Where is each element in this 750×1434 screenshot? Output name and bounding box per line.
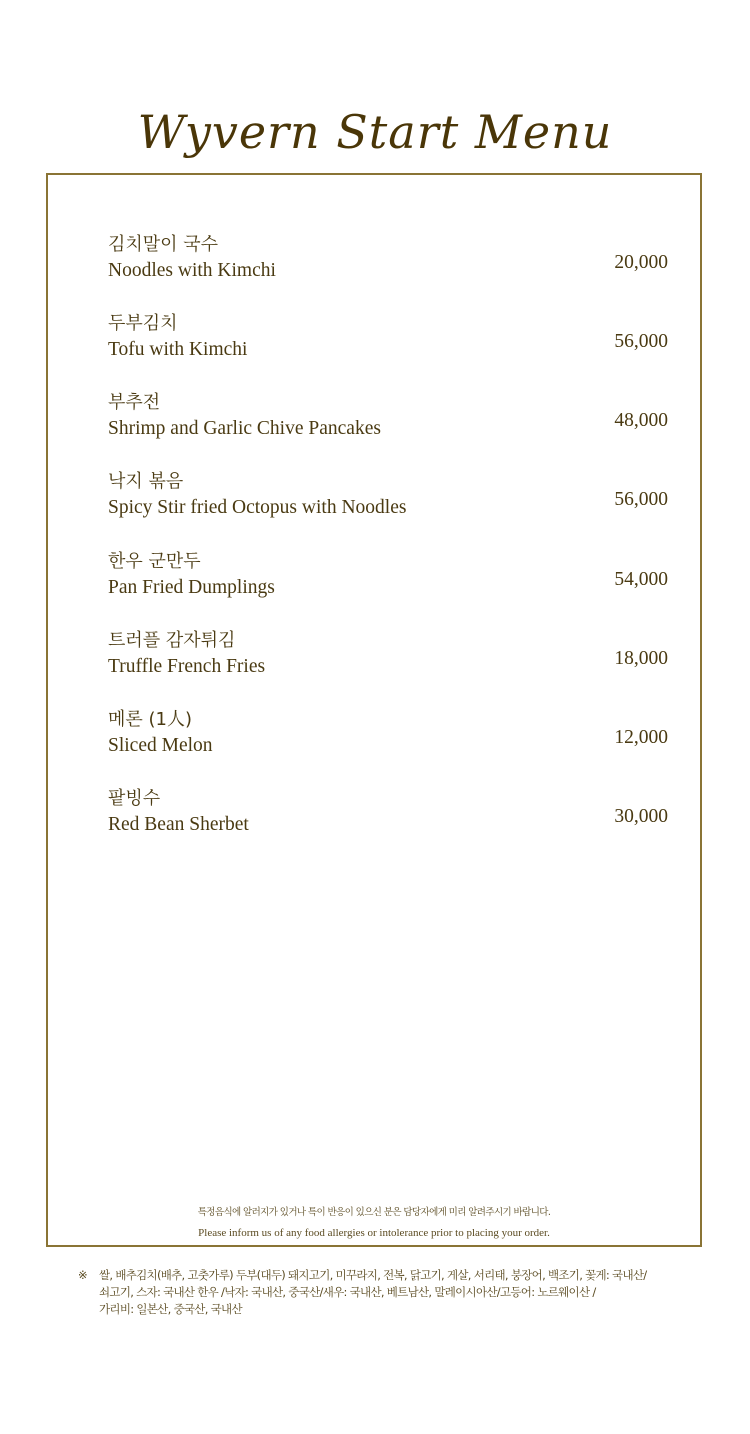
menu-frame [46,173,702,1247]
item-price: 30,000 [614,806,668,827]
item-price: 54,000 [614,569,668,590]
menu-item [108,470,668,530]
item-name-korean: 트러플 감자튀김 [108,630,236,651]
menu-item [108,233,668,293]
item-name-english: Spicy Stir fried Octopus with Noodles [108,497,407,518]
item-name-korean: 부추전 [108,392,161,413]
menu-item [108,312,668,372]
origin-line: 가리비: 일본산, 중국산, 국내산 [99,1302,242,1316]
item-name-korean: 팥빙수 [108,788,161,809]
item-price: 18,000 [614,648,668,669]
item-name-english: Truffle French Fries [108,656,266,677]
item-name-korean: 메론 (1人) [108,709,192,730]
allergy-notice-korean: 특정음식에 알러지가 있거나 특이 반응이 있으신 분은 담당자에게 미리 알려주시기 바랍니다. [197,1207,551,1218]
menu-item [108,550,668,610]
item-name-korean: 두부김치 [108,313,178,334]
item-name-english: Tofu with Kimchi [108,339,248,360]
item-name-korean: 한우 군만두 [108,551,201,572]
reference-mark-icon: ※ [78,1268,87,1282]
item-name-english: Pan Fried Dumplings [108,577,275,598]
item-name-korean: 낙지 볶음 [108,471,184,492]
item-name-korean: 김치말이 국수 [108,234,219,255]
item-price: 56,000 [614,489,668,510]
item-name-english: Sliced Melon [108,735,213,756]
menu-item [108,391,668,451]
item-price: 12,000 [614,727,668,748]
menu-title: Wyvern Start Menu [137,105,613,159]
origin-line: 쌀, 배추김치(배추, 고춧가루) 두부(대두) 돼지고기, 미꾸라지, 전복, 닭고기, 게살, 서리태, 붕장어, 백조기, 꽃게: 국내산/ [99,1268,647,1282]
allergy-notice-english: Please inform us of any food allergies or intolerance prior to placing your order. [198,1227,550,1239]
menu-item [108,629,668,689]
item-price: 56,000 [614,331,668,352]
menu-item [108,708,668,768]
item-price: 48,000 [614,410,668,431]
item-price: 20,000 [614,252,668,273]
item-name-english: Red Bean Sherbet [108,814,249,835]
origin-line: 쇠고기, 스자: 국내산 한우 /낙자: 국내산, 중국산/새우: 국내산, 베트남산, 말레이시아산/고등어: 노르웨이산 / [99,1285,596,1299]
item-name-english: Noodles with Kimchi [108,260,276,281]
menu-item [108,787,668,847]
item-name-english: Shrimp and Garlic Chive Pancakes [108,418,381,439]
